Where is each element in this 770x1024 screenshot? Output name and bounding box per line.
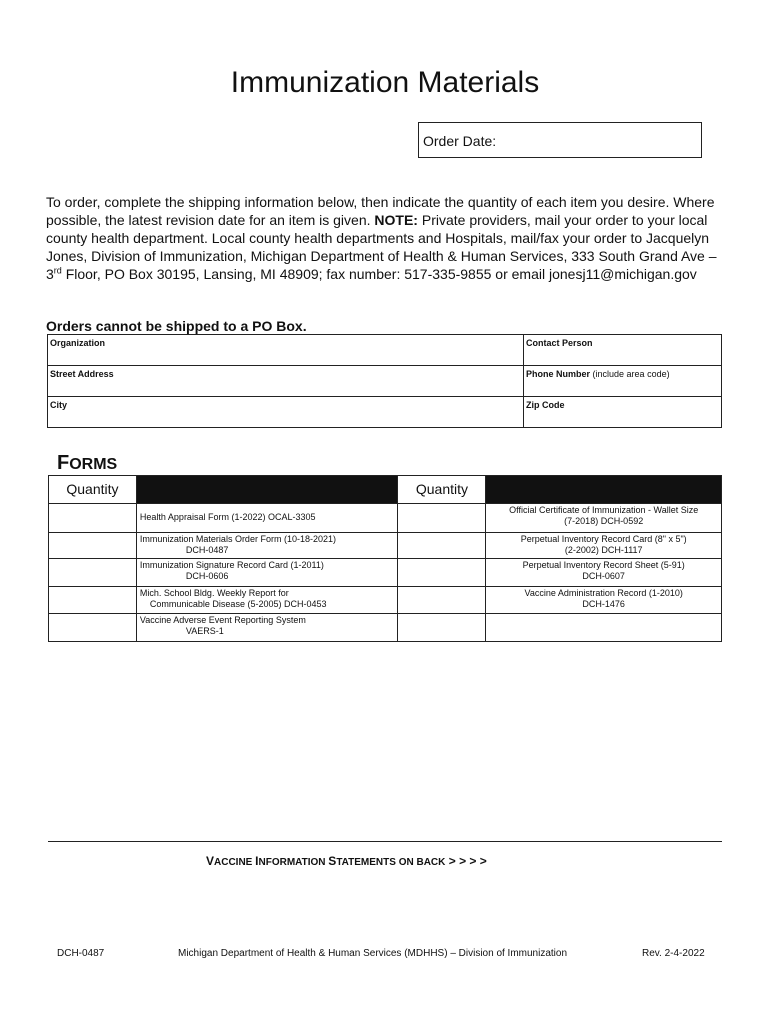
phone-hint: (include area code) [592, 369, 670, 379]
vis-arrows: > > > > [445, 854, 487, 868]
form-item-left-3 [136, 559, 398, 587]
vis-accine: ACCINE [214, 857, 256, 868]
zip-code-field[interactable] [524, 397, 722, 428]
item-line: DCH-0607 [582, 571, 625, 581]
form-item-left-4 [136, 587, 398, 614]
item-line: Communicable Disease (5-2005) DCH-0453 [149, 599, 327, 609]
quantity-input-left-4[interactable] [49, 587, 137, 614]
intro-text-2: Private providers, mail your order to your local county health department. Local county health departments and Hospitals, mail/fax your order to Jacquelyn Jones, Division of Immunization, Michigan Department of Health & Human Services, 333 South Grand Ave – 3 [46, 212, 717, 282]
quantity-input-right-4[interactable] [398, 587, 486, 614]
page-title: Immunization Materials [230, 66, 540, 99]
form-item-right-5 [486, 614, 722, 642]
forms-heading-initial: F [57, 452, 70, 474]
form-item-right-1 [486, 504, 722, 533]
item-line: Perpetual Inventory Record Card (8" x 5") [520, 534, 687, 544]
quantity-input-left-2[interactable] [49, 533, 137, 559]
quantity-input-right-1[interactable] [398, 504, 486, 533]
item-line: Mich. School Bldg. Weekly Report for [139, 588, 289, 598]
intro-superscript: rd [53, 265, 62, 276]
form-item-right-4 [486, 587, 722, 614]
item-line: (2-2002) DCH-1117 [564, 545, 643, 555]
vis-i: I [255, 854, 259, 868]
intro-paragraph [46, 193, 736, 283]
street-address-label: Street Address [50, 369, 114, 379]
organization-field[interactable] [48, 335, 524, 366]
order-date-field[interactable] [418, 122, 702, 158]
form-item-right-3 [486, 559, 722, 587]
contact-person-field[interactable] [524, 335, 722, 366]
item-line: Immunization Signature Record Card (1-2011) [139, 560, 324, 570]
city-field[interactable] [48, 397, 524, 428]
form-item-left-2 [136, 533, 398, 559]
divider-line [48, 841, 722, 842]
vis-v: V [206, 854, 215, 868]
order-date-label: Order Date: [423, 133, 497, 149]
quantity-header-left: Quantity [49, 476, 137, 504]
quantity-input-right-5[interactable] [398, 614, 486, 642]
shipping-info-table [47, 334, 722, 428]
vis-tatements: TATEMENTS ON BACK [336, 857, 446, 868]
vis-on-back-note [206, 854, 487, 868]
forms-table [48, 475, 722, 642]
forms-heading-rest: ORMS [69, 456, 118, 473]
note-label: NOTE: [374, 212, 418, 228]
form-item-right-2 [486, 533, 722, 559]
phone-number-label: Phone Number [526, 369, 591, 379]
item-line: DCH-1476 [582, 599, 625, 609]
po-box-note: Orders cannot be shipped to a PO Box. [46, 318, 307, 334]
item-line: Health Appraisal Form (1-2022) OCAL-3305 [139, 512, 316, 522]
header-bar-right [486, 476, 722, 504]
phone-number-field[interactable] [524, 366, 722, 397]
item-line: Vaccine Administration Record (1-2010) [524, 588, 683, 598]
header-bar-left [136, 476, 398, 504]
footer-department: Michigan Department of Health & Human Services (MDHHS) – Division of Immunization [178, 948, 568, 959]
item-line: Official Certificate of Immunization - Wallet Size [509, 505, 699, 515]
form-item-left-5 [136, 614, 398, 642]
quantity-input-left-3[interactable] [49, 559, 137, 587]
quantity-input-right-3[interactable] [398, 559, 486, 587]
item-line: VAERS-1 [185, 626, 224, 636]
item-line: Immunization Materials Order Form (10-18-2021) [139, 534, 336, 544]
intro-text-1: To order, complete the shipping information below, then indicate the quantity of each item you desire. Where possible, the latest revision date for an item is given. [46, 194, 715, 228]
footer-form-number: DCH-0487 [57, 948, 105, 959]
quantity-header-right: Quantity [398, 476, 486, 504]
quantity-input-left-1[interactable] [49, 504, 137, 533]
footer-revision: Rev. 2-4-2022 [642, 948, 705, 959]
intro-text-3: Floor, PO Box 30195, Lansing, MI 48909; fax number: 517-335-9855 or email jonesj11@michigan.gov [61, 266, 697, 282]
quantity-input-left-5[interactable] [49, 614, 137, 642]
zip-code-label: Zip Code [526, 400, 565, 410]
item-line: (7-2018) DCH-0592 [564, 516, 644, 526]
contact-person-label: Contact Person [526, 338, 593, 348]
item-line: DCH-0487 [185, 545, 229, 555]
vis-s: S [328, 854, 337, 868]
organization-label: Organization [50, 338, 106, 348]
item-line: DCH-0606 [185, 571, 229, 581]
vis-nformation: NFORMATION [258, 857, 329, 868]
item-line: Vaccine Adverse Event Reporting System [139, 615, 306, 625]
forms-heading [57, 452, 117, 475]
item-line: Perpetual Inventory Record Sheet (5-91) [522, 560, 685, 570]
city-label: City [50, 400, 68, 410]
street-address-field[interactable] [48, 366, 524, 397]
quantity-input-right-2[interactable] [398, 533, 486, 559]
form-item-left-1 [136, 504, 398, 533]
